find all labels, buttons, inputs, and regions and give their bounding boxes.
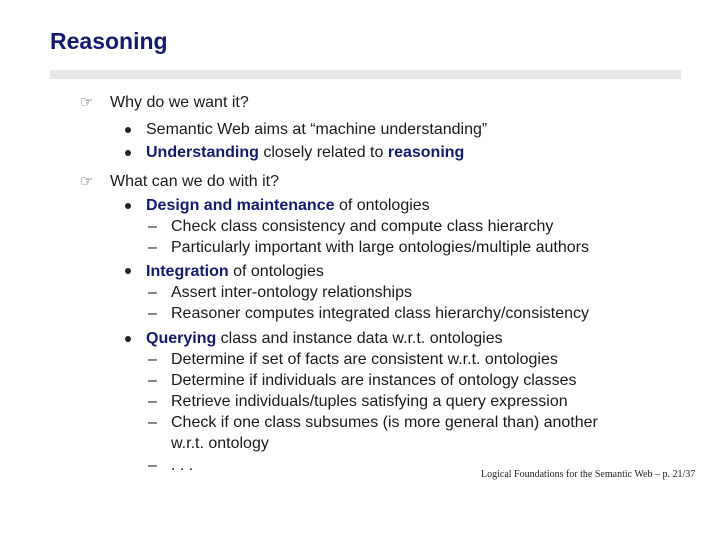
dash-icon: – (148, 218, 157, 235)
dash-icon: – (148, 239, 157, 256)
text-class-instance-data: class and instance data w.r.t. ontologies (216, 330, 503, 347)
bullet-icon (125, 150, 131, 156)
text-closely-related: closely related to (258, 144, 388, 161)
bullet-querying (146, 329, 503, 349)
bullet-icon (125, 268, 131, 274)
dash-icon: – (148, 351, 157, 368)
pointing-hand-icon: ☞ (80, 173, 94, 190)
sub-ellipsis: . . . (171, 457, 194, 474)
sub-retrieve-individuals: Retrieve individuals/tuples satisfying a query expression (171, 393, 568, 410)
bullet-icon (125, 203, 131, 209)
sub-individuals-instances: Determine if individuals are instances of ontology classes (171, 372, 577, 389)
dash-icon: – (148, 305, 157, 322)
sub-check-subsumes: Check if one class subsumes (is more general than) another (171, 414, 598, 431)
dash-icon: – (148, 284, 157, 301)
highlight-design: Design and maintenance (146, 197, 335, 214)
bullet-understanding-reasoning (146, 143, 464, 163)
sub-check-subsumes-cont: w.r.t. ontology (171, 435, 269, 452)
dash-icon: – (148, 457, 157, 474)
highlight-integration: Integration (146, 263, 229, 280)
sub-reasoner-computes: Reasoner computes integrated class hierarchy/consistency (171, 305, 589, 322)
highlight-querying: Querying (146, 330, 217, 347)
dash-icon: – (148, 372, 157, 389)
dash-icon: – (148, 393, 157, 410)
bullet-integration (146, 262, 324, 282)
title-rule (50, 70, 681, 79)
question-why: Why do we want it? (110, 94, 249, 111)
bullet-machine-understanding: Semantic Web aims at “machine understanding” (146, 121, 488, 138)
text-of-ontologies: of ontologies (228, 263, 324, 280)
pointing-hand-icon: ☞ (80, 94, 94, 111)
slide-footer: Logical Foundations for the Semantic Web – p. 21/37 (481, 469, 696, 480)
question-what: What can we do with it? (110, 173, 279, 190)
bullet-icon (125, 336, 131, 342)
sub-check-consistency: Check class consistency and compute class hierarchy (171, 218, 554, 235)
sub-facts-consistent: Determine if set of facts are consistent w.r.t. ontologies (171, 351, 558, 368)
text-of-ontologies: of ontologies (334, 197, 430, 214)
bullet-design (146, 196, 430, 216)
dash-icon: – (148, 414, 157, 431)
slide-title: Reasoning (50, 28, 168, 54)
bullet-icon (125, 127, 131, 133)
highlight-reasoning: reasoning (387, 144, 465, 161)
sub-assert-relationships: Assert inter-ontology relationships (171, 284, 413, 301)
highlight-understanding: Understanding (146, 144, 259, 161)
sub-particularly-important: Particularly important with large ontologies/multiple authors (171, 239, 589, 256)
